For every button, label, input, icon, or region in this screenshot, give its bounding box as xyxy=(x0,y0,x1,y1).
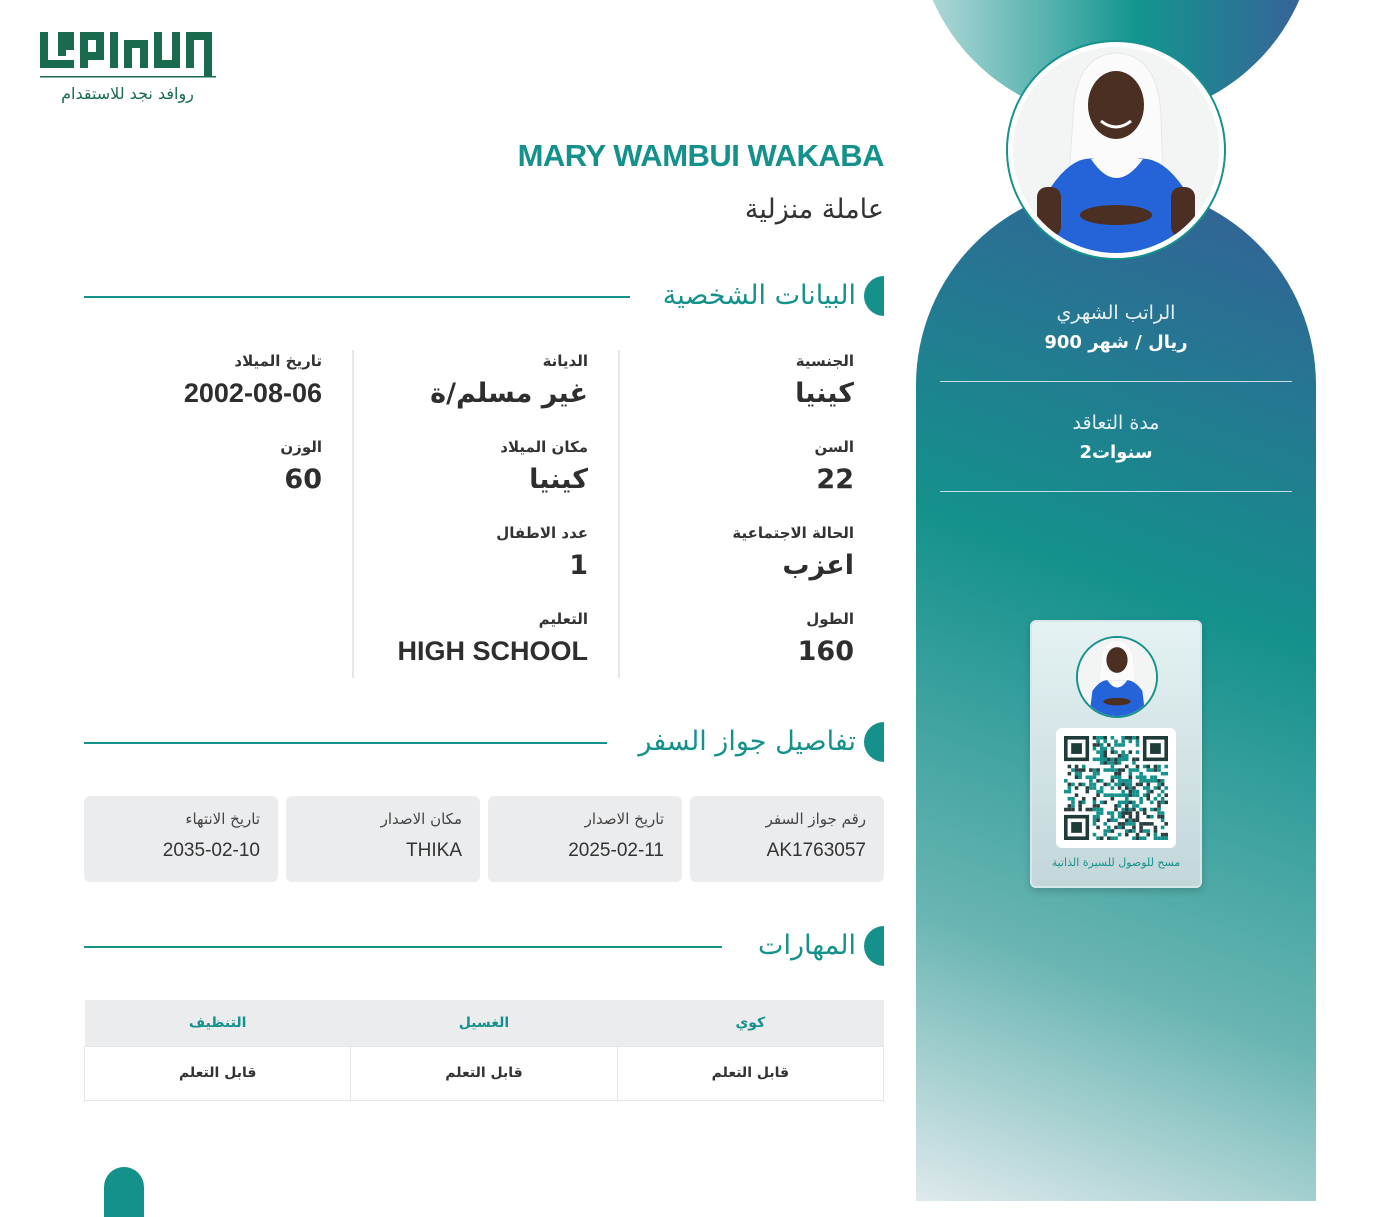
field-value: 22 xyxy=(816,464,854,495)
passport-label: تاريخ الانتهاء xyxy=(185,810,260,828)
field-value: غير مسلم/ة xyxy=(430,378,588,409)
side-panel xyxy=(916,0,1316,1201)
skill-level: قابل التعلم xyxy=(617,1046,883,1100)
salary-label: الراتب الشهري xyxy=(1056,302,1176,324)
candidate-thumbnail xyxy=(1076,636,1158,718)
skill-level: قابل التعلم xyxy=(351,1046,617,1100)
field-marital xyxy=(614,524,854,581)
field-label: الوزن xyxy=(280,438,322,456)
field-weight xyxy=(82,438,322,495)
passport-number-box xyxy=(690,796,884,882)
section-line xyxy=(84,296,630,298)
section-cap xyxy=(864,926,884,966)
field-value: 1 xyxy=(569,550,588,581)
salary-block xyxy=(940,302,1292,382)
skills-level-row xyxy=(85,1046,884,1100)
field-education xyxy=(348,610,588,667)
field-nationality xyxy=(614,352,854,409)
divider xyxy=(940,491,1292,492)
section-line xyxy=(84,742,607,744)
field-label: الطول xyxy=(806,610,854,628)
job-title: عاملة منزلية xyxy=(744,194,884,225)
field-dob xyxy=(82,352,322,409)
skills-table xyxy=(84,1000,884,1101)
field-children xyxy=(348,524,588,581)
field-value: كينيا xyxy=(529,464,588,495)
field-value: HIGH SCHOOL xyxy=(397,636,588,666)
field-value: كينيا xyxy=(795,378,854,409)
qr-code[interactable] xyxy=(1056,728,1176,848)
field-religion xyxy=(348,352,588,409)
section-line xyxy=(84,946,722,948)
candidate-photo xyxy=(1006,40,1226,260)
passport-label: رقم جواز السفر xyxy=(765,810,866,828)
field-label: عدد الاطفال xyxy=(496,524,588,542)
personal-column-3 xyxy=(84,350,352,678)
passport-value: AK1763057 xyxy=(766,840,866,861)
skill-level: قابل التعلم xyxy=(85,1046,351,1100)
field-label: الجنسية xyxy=(795,352,854,370)
divider xyxy=(940,381,1292,382)
field-value: اعزب xyxy=(782,550,854,581)
passport-issue-date-box xyxy=(488,796,682,882)
section-title: البيانات الشخصية xyxy=(662,280,856,311)
field-label: مكان الميلاد xyxy=(500,438,588,456)
candidate-name: MARY WAMBUI WAKABA xyxy=(517,138,884,173)
decorative-tab xyxy=(104,1167,144,1217)
field-label: الحالة الاجتماعية xyxy=(732,524,854,542)
skills-header-row xyxy=(85,1000,884,1046)
field-birthplace xyxy=(348,438,588,495)
passport-value: THIKA xyxy=(406,840,462,861)
field-age xyxy=(614,438,854,495)
passport-value: 2025-02-11 xyxy=(568,840,664,861)
passport-value: 2035-02-10 xyxy=(162,840,260,861)
passport-expiry-box xyxy=(84,796,278,882)
candidate-thumbnail-illustration xyxy=(1078,638,1156,716)
skill-header: الغسيل xyxy=(351,1000,617,1046)
field-height xyxy=(614,610,854,667)
skill-header: التنظيف xyxy=(85,1000,351,1046)
passport-issue-place-box xyxy=(286,796,480,882)
field-label: تاريخ الميلاد xyxy=(234,352,322,370)
field-label: التعليم xyxy=(538,610,588,628)
qr-card[interactable] xyxy=(1030,620,1202,888)
contract-block xyxy=(940,412,1292,492)
section-header-passport xyxy=(84,722,884,764)
section-cap xyxy=(864,276,884,316)
personal-column-1 xyxy=(618,350,884,678)
section-title: المهارات xyxy=(758,930,856,961)
contract-label: مدة التعاقد xyxy=(1072,412,1160,434)
qr-caption: مسح للوصول للسيرة الذاتية xyxy=(1051,856,1181,869)
section-header-skills xyxy=(84,926,884,968)
passport-label: تاريخ الاصدار xyxy=(584,810,664,828)
skill-header: كوي xyxy=(617,1000,883,1046)
candidate-photo-illustration xyxy=(1013,47,1219,253)
contract-value: 2سنوات xyxy=(1079,442,1153,463)
personal-column-2 xyxy=(352,350,618,678)
section-title: تفاصيل جواز السفر xyxy=(638,726,856,757)
section-cap xyxy=(864,722,884,762)
section-header-personal xyxy=(84,276,884,318)
passport-label: مكان الاصدار xyxy=(380,810,462,828)
field-label: الديانة xyxy=(542,352,588,370)
logo-caption: روافد نجد للاستقدام xyxy=(61,84,194,103)
qr-code-icon xyxy=(1064,736,1168,840)
field-value: 2002-08-06 xyxy=(183,378,322,408)
field-label: السن xyxy=(814,438,854,456)
field-value: 160 xyxy=(797,636,854,667)
salary-value: 900 ريال / شهر xyxy=(1044,332,1188,353)
field-value: 60 xyxy=(284,464,322,495)
